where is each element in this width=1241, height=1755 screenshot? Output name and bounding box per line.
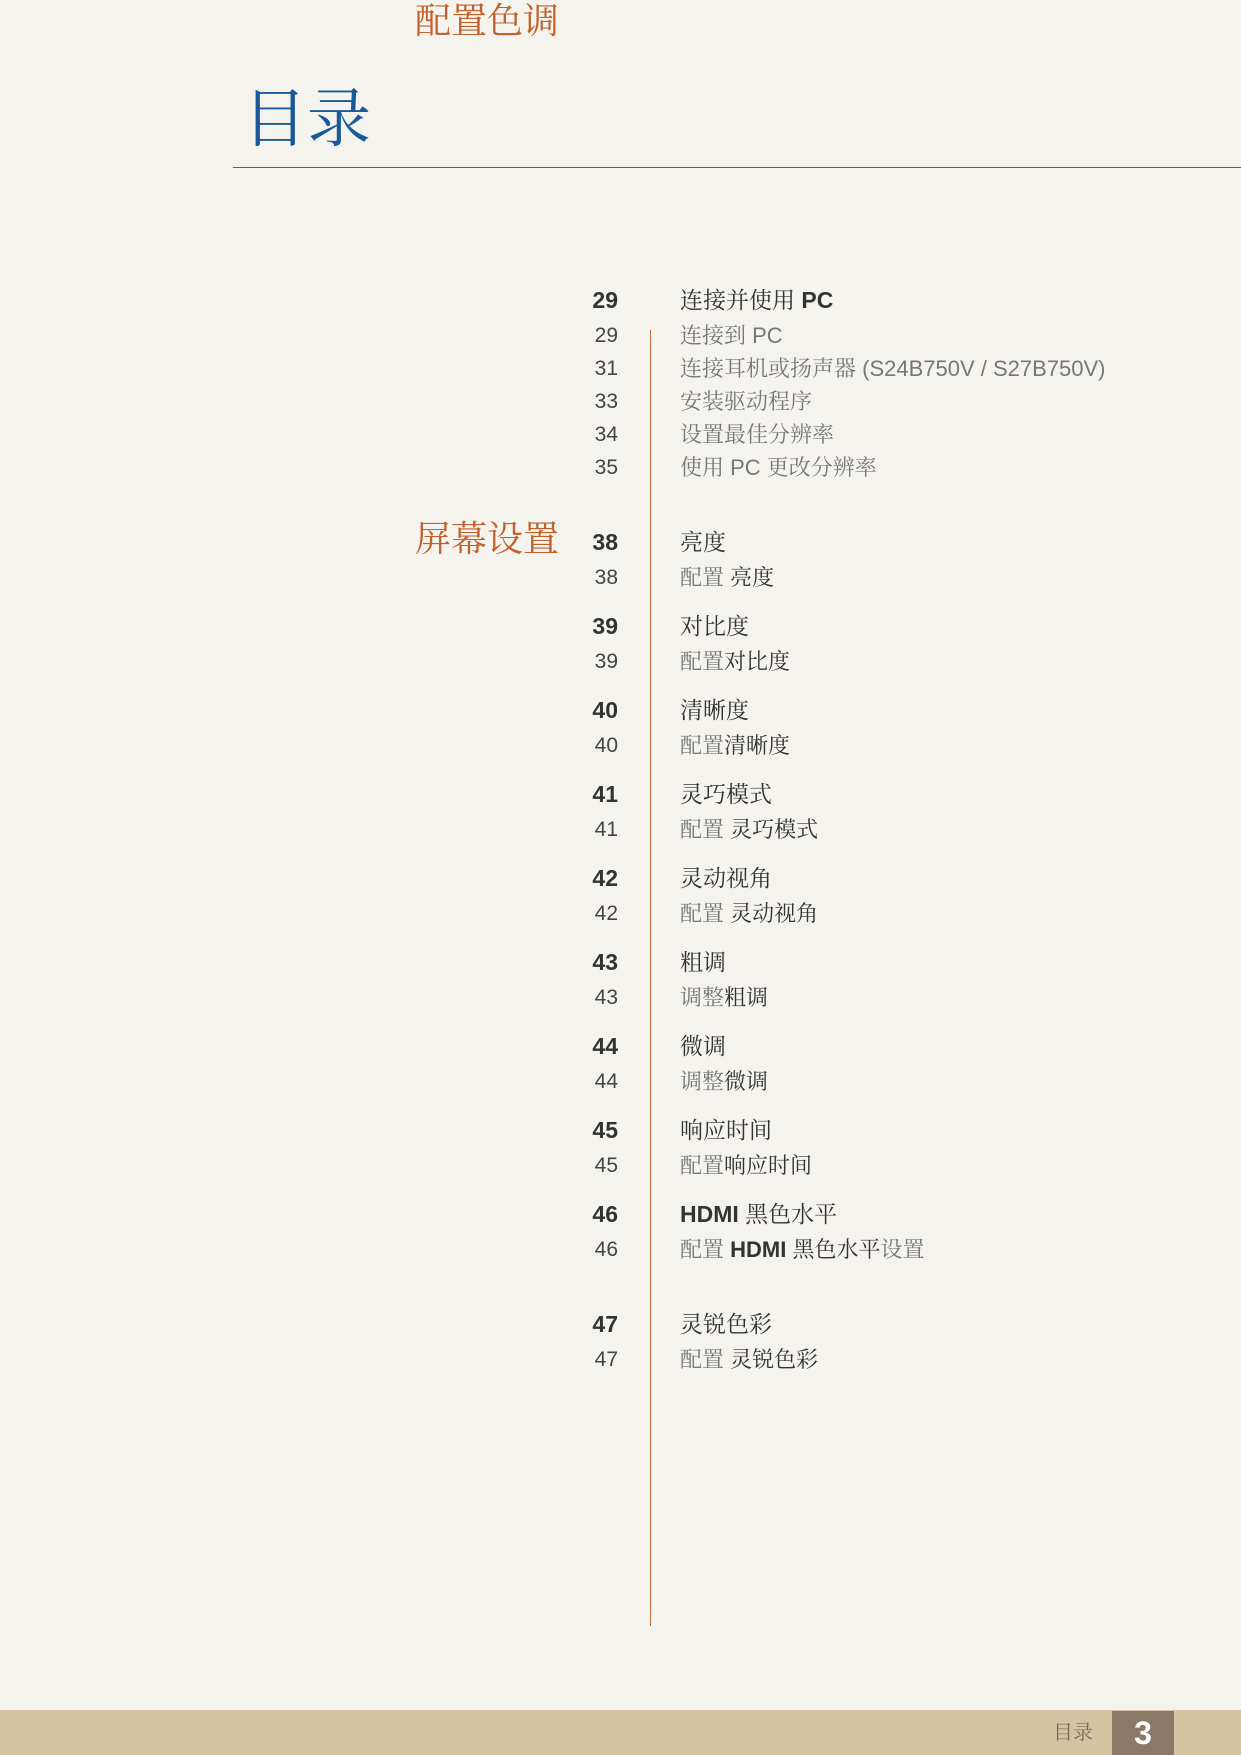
toc-label-part: 设置 xyxy=(880,1237,925,1262)
toc-label-part: 配置 xyxy=(680,1153,725,1178)
toc-label-part: 清晰度 xyxy=(680,697,749,723)
toc-label-part: 使用 PC 更改分辨率 xyxy=(680,455,877,480)
toc-label-part: 对比度 xyxy=(680,613,749,639)
toc-label-part: PC xyxy=(801,287,834,313)
toc-entry-label xyxy=(680,284,833,316)
toc-heading-entry[interactable] xyxy=(0,1198,1241,1230)
toc-sub-entry[interactable] xyxy=(0,562,1241,594)
page-title: 目录 xyxy=(243,83,371,157)
toc-page-number: 46 xyxy=(592,1201,618,1227)
toc-entry-label xyxy=(680,730,790,762)
toc-page-number: 43 xyxy=(592,949,618,975)
toc-page-number: 46 xyxy=(594,1238,618,1261)
toc-page-number: 33 xyxy=(594,390,618,413)
toc-entry-label xyxy=(680,1030,726,1062)
toc-sub-entry[interactable] xyxy=(0,1234,1241,1266)
toc-entry-label xyxy=(680,419,834,451)
toc-sub-entry[interactable] xyxy=(0,419,1241,451)
toc-heading-entry[interactable] xyxy=(0,946,1241,978)
toc-label-part: 粗调 xyxy=(724,985,769,1010)
toc-label-part: 灵锐色彩 xyxy=(730,1347,819,1372)
toc-label-part: 连接耳机或扬声器 (S24B750V / S27B750V) xyxy=(680,356,1106,381)
toc-label-part: 安装驱动程序 xyxy=(680,389,813,414)
toc-sub-entry[interactable] xyxy=(0,982,1241,1014)
toc-label-part: HDMI xyxy=(680,1201,739,1227)
toc-entry-label xyxy=(680,1150,812,1182)
toc-label-part: 调整 xyxy=(680,1069,725,1094)
toc-sub-entry[interactable] xyxy=(0,1344,1241,1376)
toc-page-number: 29 xyxy=(594,324,618,347)
toc-label-part: 配置 xyxy=(680,817,731,842)
toc-heading-entry[interactable] xyxy=(0,284,1241,316)
toc-vertical-divider xyxy=(650,330,651,1626)
toc-entry-label xyxy=(680,862,772,894)
toc-page-number: 47 xyxy=(592,1311,618,1337)
toc-sub-entry[interactable] xyxy=(0,452,1241,484)
toc-heading-entry[interactable] xyxy=(0,1030,1241,1062)
toc-entry-label xyxy=(680,1198,837,1230)
toc-sub-entry[interactable] xyxy=(0,730,1241,762)
toc-page-number: 44 xyxy=(594,1070,618,1093)
toc-page-number: 47 xyxy=(594,1348,618,1371)
toc-heading-entry[interactable] xyxy=(0,862,1241,894)
toc-entry-label xyxy=(680,694,749,726)
toc-heading-entry[interactable] xyxy=(0,1114,1241,1146)
toc-entry-label xyxy=(680,1066,768,1098)
toc-entry-label xyxy=(680,353,1106,385)
toc-label-part: 配置 xyxy=(680,1347,731,1372)
toc-page-number: 31 xyxy=(594,357,618,380)
toc-entry-label xyxy=(680,898,818,930)
toc-entry-label xyxy=(680,386,812,418)
toc-entry-label xyxy=(680,1114,772,1146)
toc-entry-label xyxy=(680,1344,818,1376)
toc-sub-entry[interactable] xyxy=(0,1066,1241,1098)
toc-page-number: 40 xyxy=(594,734,618,757)
toc-entry-label xyxy=(680,1234,924,1266)
toc-page-number: 38 xyxy=(592,529,618,555)
page-number: 3 xyxy=(1112,1711,1174,1755)
toc-page-number: 35 xyxy=(594,456,618,479)
toc-label-part: 配置 xyxy=(680,649,725,674)
toc-page-number: 29 xyxy=(592,287,618,313)
title-divider xyxy=(233,167,1241,168)
toc-label-part: 配置 xyxy=(680,1237,731,1262)
toc-heading-entry[interactable] xyxy=(0,778,1241,810)
toc-label-part: 灵巧模式 xyxy=(730,817,819,842)
toc-label-part: 配置 xyxy=(680,901,731,926)
toc-page-number: 38 xyxy=(594,566,618,589)
toc-label-part: 灵动视角 xyxy=(680,865,772,891)
toc-label-part: HDMI xyxy=(730,1237,787,1262)
toc-heading-entry[interactable] xyxy=(0,526,1241,558)
toc-label-part: 灵锐色彩 xyxy=(680,1311,772,1337)
toc-label-part: 灵巧模式 xyxy=(680,781,772,807)
toc-sub-entry[interactable] xyxy=(0,386,1241,418)
toc-sub-entry[interactable] xyxy=(0,898,1241,930)
toc-entry-label xyxy=(680,1308,772,1340)
footer-section-label: 目录 xyxy=(1053,1722,1093,1744)
toc-label-part: 设置最佳分辨率 xyxy=(680,422,835,447)
toc-page-number: 39 xyxy=(594,650,618,673)
toc-sub-entry[interactable] xyxy=(0,353,1241,385)
toc-page-number: 40 xyxy=(592,697,618,723)
toc-heading-entry[interactable] xyxy=(0,610,1241,642)
toc-label-part: 连接到 PC xyxy=(680,323,783,348)
toc-heading-entry[interactable] xyxy=(0,694,1241,726)
toc-entry-label xyxy=(680,526,726,558)
toc-label-part: 响应时间 xyxy=(680,1117,772,1143)
toc-entry-label xyxy=(680,982,768,1014)
toc-entry-label xyxy=(680,320,783,352)
toc-label-part: 配置 xyxy=(680,733,725,758)
toc-label-part: 连接并使用 xyxy=(680,287,802,313)
toc-label-part: 响应时间 xyxy=(724,1153,813,1178)
toc-entry-label xyxy=(680,646,790,678)
toc-page-number: 42 xyxy=(594,902,618,925)
toc-label-part: 对比度 xyxy=(724,649,791,674)
toc-sub-entry[interactable] xyxy=(0,320,1241,352)
toc-label-part: 亮度 xyxy=(680,529,726,555)
toc-heading-entry[interactable] xyxy=(0,1308,1241,1340)
toc-entry-label xyxy=(680,562,774,594)
toc-label-part: 微调 xyxy=(724,1069,769,1094)
toc-sub-entry[interactable] xyxy=(0,1150,1241,1182)
toc-label-part: 粗调 xyxy=(680,949,726,975)
section-heading: 屏幕设置 xyxy=(414,519,559,560)
toc-sub-entry[interactable] xyxy=(0,646,1241,678)
toc-page-number: 41 xyxy=(594,818,618,841)
toc-label-part: 亮度 xyxy=(730,565,775,590)
toc-label-part: 调整 xyxy=(680,985,725,1010)
toc-page-number: 45 xyxy=(594,1154,618,1177)
section-heading: 配置色调 xyxy=(414,1,559,42)
toc-label-part: 黑色水平 xyxy=(786,1237,881,1262)
toc-label-part: 黑色水平 xyxy=(738,1201,838,1227)
toc-page-number: 45 xyxy=(592,1117,618,1143)
toc-entry-label xyxy=(680,814,818,846)
toc-entry-label xyxy=(680,946,726,978)
toc-page-number: 41 xyxy=(592,781,618,807)
toc-label-part: 灵动视角 xyxy=(730,901,819,926)
toc-page-number: 42 xyxy=(592,865,618,891)
toc-page-number: 39 xyxy=(592,613,618,639)
toc-page-number: 43 xyxy=(594,986,618,1009)
toc-entry-label xyxy=(680,452,877,484)
toc-label-part: 清晰度 xyxy=(724,733,791,758)
toc-sub-entry[interactable] xyxy=(0,814,1241,846)
toc-page-number: 34 xyxy=(594,423,618,446)
toc-entry-label xyxy=(680,610,749,642)
toc-page-number: 44 xyxy=(592,1033,618,1059)
toc-entry-label xyxy=(680,778,772,810)
toc-label-part: 微调 xyxy=(680,1033,726,1059)
toc-label-part: 配置 xyxy=(680,565,731,590)
